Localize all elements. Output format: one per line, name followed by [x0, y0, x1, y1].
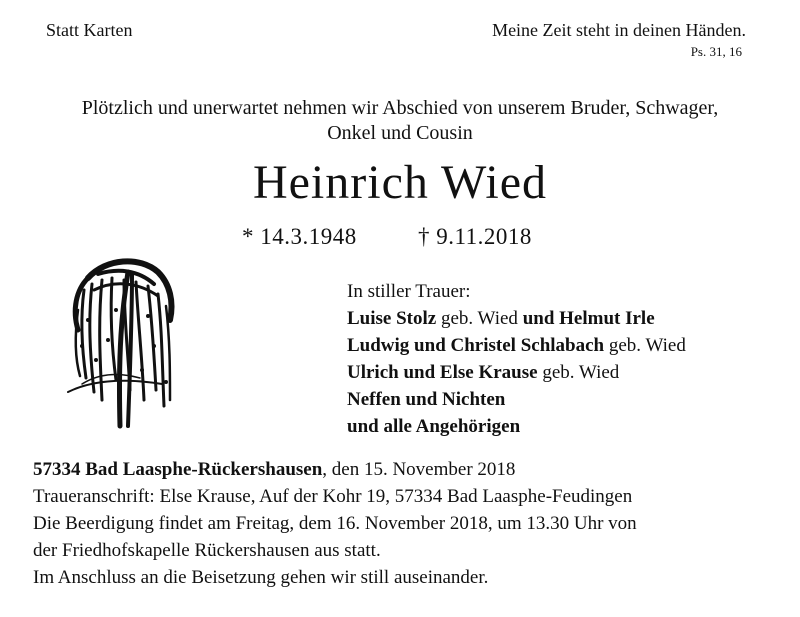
- mourner-row: [347, 332, 686, 359]
- funeral-info-line-1: Die Beerdigung findet am Freitag, dem 16. November 2018, um 13.30 Uhr von: [33, 513, 637, 534]
- mourners-block: [347, 278, 686, 440]
- mourner-note: geb. Wied: [436, 308, 523, 329]
- birth-date: * 14.3.1948: [242, 224, 357, 249]
- intro-line-1: Plötzlich und unerwartet nehmen wir Abschied von unserem Bruder, Schwager,: [81, 97, 719, 119]
- intro-line-2: Onkel und Cousin: [327, 122, 473, 144]
- deceased-name: Heinrich Wied: [252, 156, 548, 209]
- place: 57334 Bad Laasphe-Rückershausen: [33, 459, 323, 480]
- mourner-name: Luise Stolz: [347, 308, 437, 329]
- weeping-willow-icon: [58, 250, 182, 438]
- mourner-name: und Helmut Irle: [522, 308, 655, 329]
- intro-text: [0, 96, 800, 146]
- mourner-note: geb. Wied: [604, 335, 686, 356]
- mourner-row: [347, 386, 686, 413]
- mourner-note: geb. Wied: [537, 362, 620, 383]
- funeral-info-line-2: der Friedhofskapelle Rückershausen aus statt.: [33, 540, 381, 561]
- closing-line: Im Anschluss an die Beisetzung gehen wir still auseinander.: [33, 567, 489, 588]
- footer-block: [33, 456, 637, 591]
- death-date: † 9.11.2018: [418, 224, 532, 249]
- date: , den 15. November 2018: [322, 459, 516, 480]
- mourner-row: [347, 359, 686, 386]
- bible-verse: Meine Zeit steht in deinen Händen.: [492, 20, 746, 40]
- mourner-name: und alle Angehörigen: [347, 416, 521, 437]
- mourning-address: Traueranschrift: Else Krause, Auf der Kohr 19, 57334 Bad Laasphe-Feudingen: [33, 486, 633, 507]
- mourner-name: Ulrich und Else Krause: [347, 362, 538, 383]
- statt-karten-label: Statt Karten: [46, 20, 133, 40]
- place-date-line: [33, 456, 637, 483]
- mourner-row: [347, 413, 686, 440]
- mourner-name: Ludwig und Christel Schlabach: [347, 335, 605, 356]
- mourner-name: Neffen und Nichten: [347, 389, 506, 410]
- bible-verse-reference: Ps. 31, 16: [690, 44, 742, 59]
- mourners-heading: In stiller Trauer:: [347, 281, 471, 302]
- mourner-row: [347, 305, 686, 332]
